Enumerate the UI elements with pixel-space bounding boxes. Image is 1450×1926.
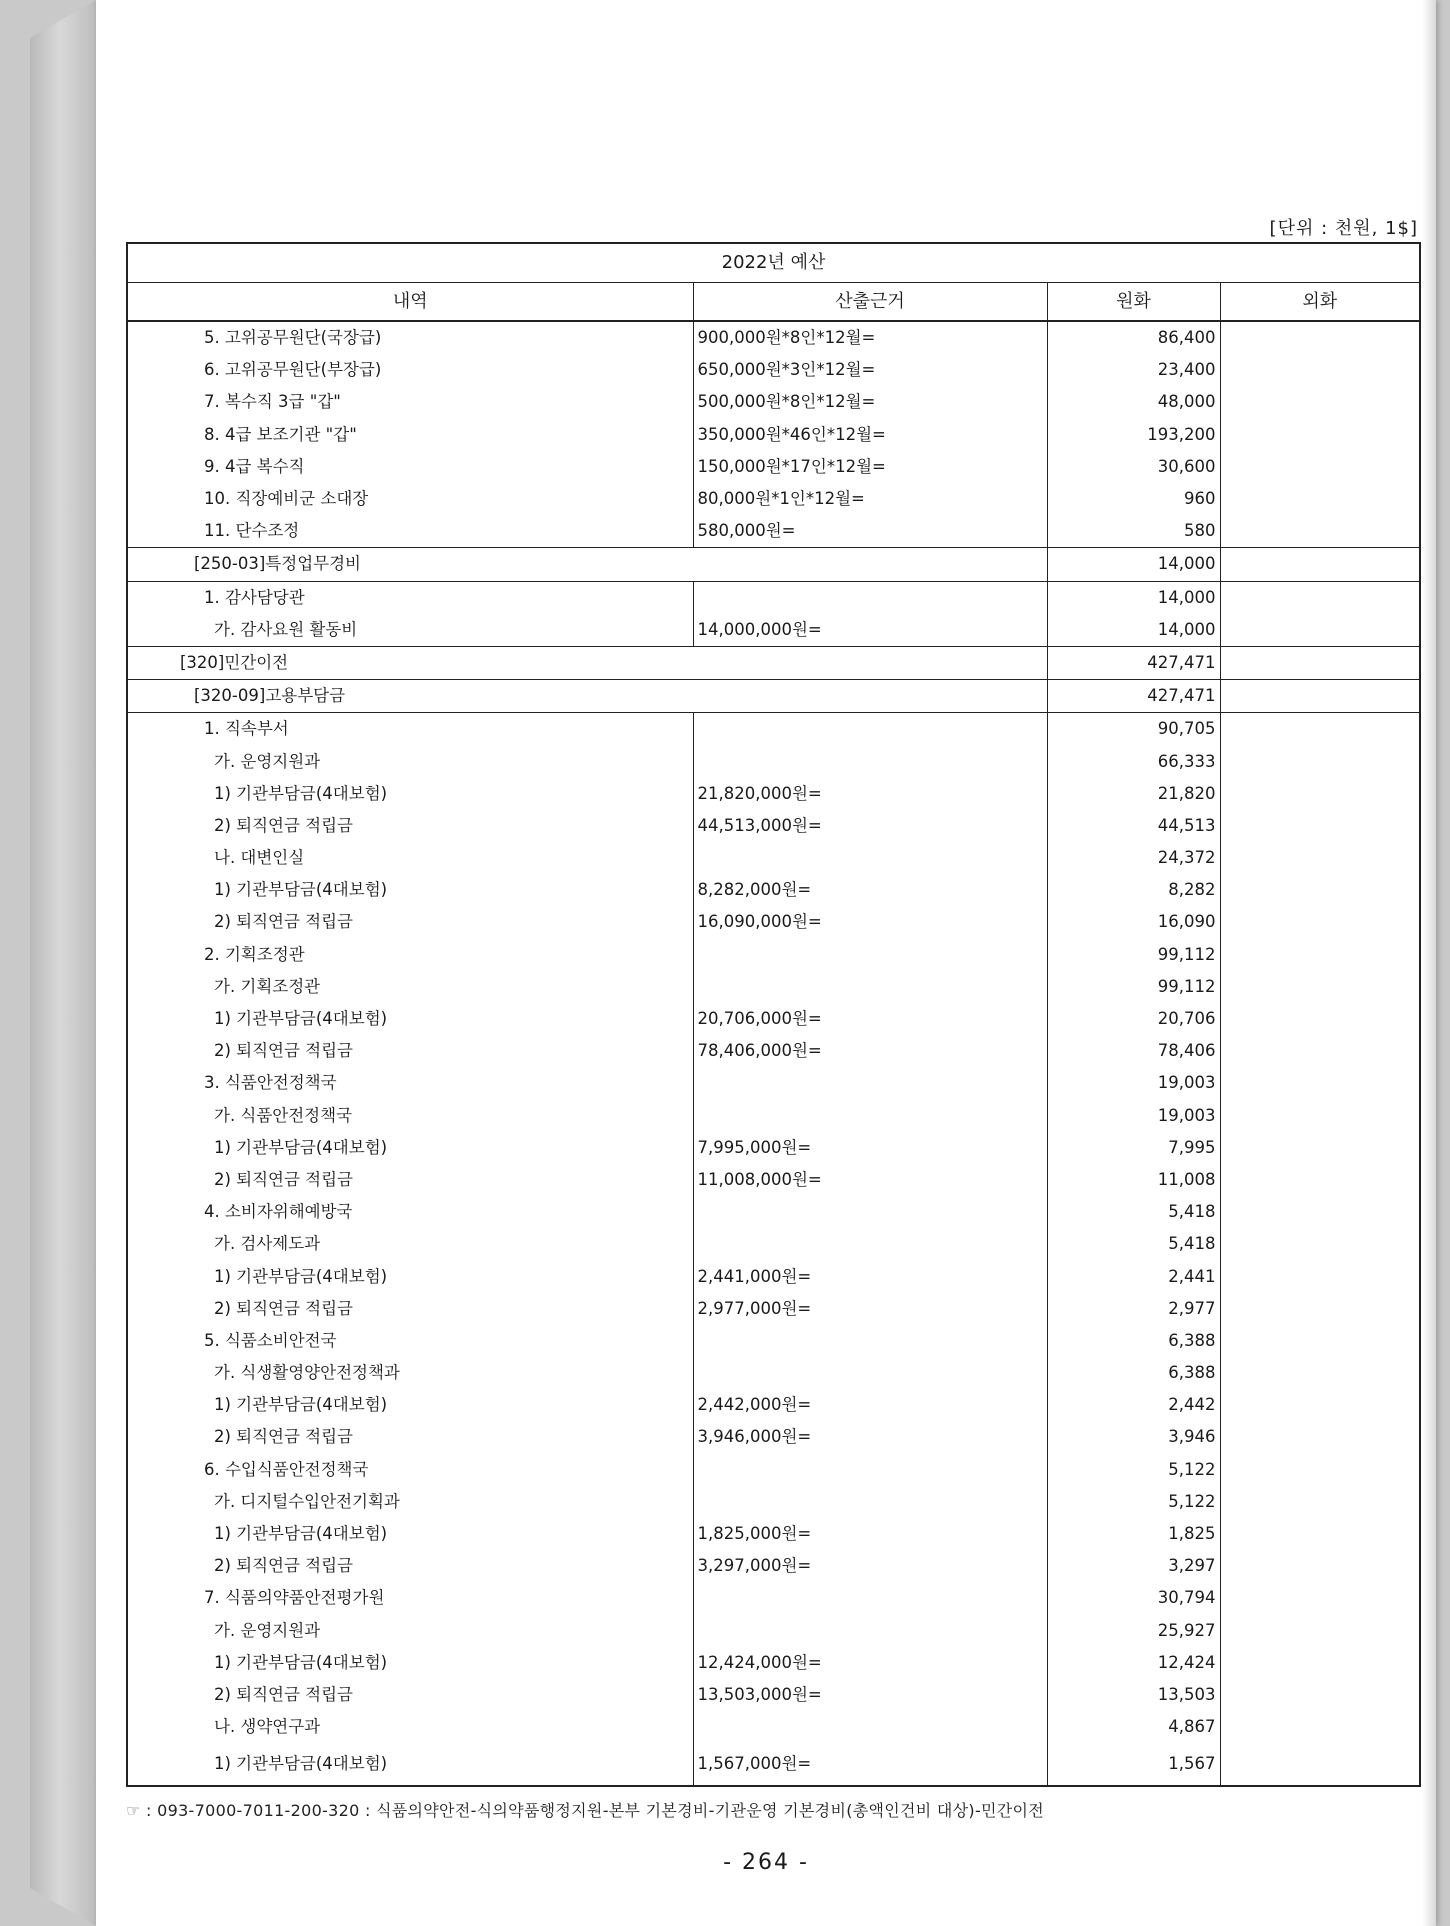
cell-basis: 44,513,000원= xyxy=(693,810,1047,842)
cell-item: 1) 기관부담금(4대보험) xyxy=(127,1743,693,1786)
cell-item: 가. 검사제도과 xyxy=(127,1228,693,1260)
cell-basis xyxy=(693,971,1047,1003)
cell-fx xyxy=(1220,1486,1420,1518)
cell-krw: 2,441 xyxy=(1047,1260,1220,1292)
table-row xyxy=(127,1164,1420,1196)
table-row xyxy=(127,1582,1420,1614)
table-row xyxy=(127,810,1420,842)
cell-fx xyxy=(1220,321,1420,354)
cell-krw: 2,442 xyxy=(1047,1389,1220,1421)
table-row xyxy=(127,419,1420,451)
cell-krw: 580 xyxy=(1047,515,1220,548)
cell-basis xyxy=(693,939,1047,971)
cell-basis: 2,442,000원= xyxy=(693,1389,1047,1421)
table-row xyxy=(127,646,1420,679)
cell-item: 가. 기획조정관 xyxy=(127,971,693,1003)
cell-fx xyxy=(1220,1711,1420,1743)
cell-fx xyxy=(1220,971,1420,1003)
table-row xyxy=(127,1421,1420,1453)
cell-fx xyxy=(1220,515,1420,548)
cell-krw: 78,406 xyxy=(1047,1035,1220,1067)
cell-fx xyxy=(1220,778,1420,810)
table-row xyxy=(127,939,1420,971)
cell-basis: 1,567,000원= xyxy=(693,1743,1047,1786)
cell-item: 5. 고위공무원단(국장급) xyxy=(127,321,693,354)
cell-krw: 3,946 xyxy=(1047,1421,1220,1453)
cell-fx xyxy=(1220,906,1420,938)
cell-basis xyxy=(693,1486,1047,1518)
cell-krw: 2,977 xyxy=(1047,1293,1220,1325)
cell-item: 3. 식품안전정책국 xyxy=(127,1067,693,1099)
cell-krw: 14,000 xyxy=(1047,581,1220,614)
table-row xyxy=(127,1389,1420,1421)
cell-fx xyxy=(1220,1293,1420,1325)
cell-fx xyxy=(1220,581,1420,614)
cell-krw: 1,567 xyxy=(1047,1743,1220,1786)
table-row xyxy=(127,1260,1420,1292)
table-row xyxy=(127,745,1420,777)
cell-fx xyxy=(1220,680,1420,713)
page-edge-shadow xyxy=(1422,0,1436,1926)
cell-item: 4. 소비자위해예방국 xyxy=(127,1196,693,1228)
budget-table xyxy=(126,242,1421,1787)
cell-item: 가. 감사요원 활동비 xyxy=(127,614,693,647)
cell-basis xyxy=(693,1357,1047,1389)
cell-item: 1. 직속부서 xyxy=(127,713,693,746)
footnote xyxy=(126,1798,1044,1821)
cell-fx xyxy=(1220,1228,1420,1260)
cell-basis: 78,406,000원= xyxy=(693,1035,1047,1067)
cell-krw: 427,471 xyxy=(1047,680,1220,713)
cell-krw: 14,000 xyxy=(1047,614,1220,647)
table-row xyxy=(127,1743,1420,1786)
cell-krw: 23,400 xyxy=(1047,354,1220,386)
table-row xyxy=(127,1550,1420,1582)
cell-basis: 11,008,000원= xyxy=(693,1164,1047,1196)
cell-krw: 14,000 xyxy=(1047,548,1220,581)
cell-krw: 5,122 xyxy=(1047,1486,1220,1518)
table-row xyxy=(127,680,1420,713)
cell-fx xyxy=(1220,939,1420,971)
cell-fx xyxy=(1220,1421,1420,1453)
cell-fx xyxy=(1220,842,1420,874)
cell-item: [320-09]고용부담금 xyxy=(127,680,1047,713)
cell-fx xyxy=(1220,646,1420,679)
cell-krw: 99,112 xyxy=(1047,971,1220,1003)
header-basis: 산출근거 xyxy=(693,283,1047,322)
pointing-hand-icon: ☞ xyxy=(126,1801,141,1820)
cell-basis: 16,090,000원= xyxy=(693,906,1047,938)
table-row xyxy=(127,1647,1420,1679)
cell-krw: 5,418 xyxy=(1047,1196,1220,1228)
cell-item: 2) 퇴직연금 적립금 xyxy=(127,1164,693,1196)
table-row xyxy=(127,354,1420,386)
table-row xyxy=(127,1228,1420,1260)
cell-fx xyxy=(1220,1550,1420,1582)
cell-item: 2) 퇴직연금 적립금 xyxy=(127,1679,693,1711)
unit-note: [단위 : 천원, 1$] xyxy=(1269,218,1418,239)
cell-krw: 7,995 xyxy=(1047,1132,1220,1164)
table-row xyxy=(127,483,1420,515)
table-row xyxy=(127,1100,1420,1132)
cell-basis xyxy=(693,1325,1047,1357)
cell-item: 7. 복수직 3급 "갑" xyxy=(127,386,693,418)
cell-fx xyxy=(1220,810,1420,842)
table-row xyxy=(127,778,1420,810)
table-title: 2022년 예산 xyxy=(127,243,1420,283)
cell-basis: 3,946,000원= xyxy=(693,1421,1047,1453)
cell-fx xyxy=(1220,1325,1420,1357)
cell-item: 6. 고위공무원단(부장급) xyxy=(127,354,693,386)
cell-item: [320]민간이전 xyxy=(127,646,1047,679)
table-row xyxy=(127,874,1420,906)
cell-krw: 19,003 xyxy=(1047,1067,1220,1099)
cell-basis xyxy=(693,1454,1047,1486)
cell-basis xyxy=(693,745,1047,777)
table-row xyxy=(127,1035,1420,1067)
cell-basis: 7,995,000원= xyxy=(693,1132,1047,1164)
table-body xyxy=(127,321,1420,1786)
footnote-text: : 093-7000-7011-200-320 : 식품의약안전-식의약품행정지원-본부 기본경비-기관운영 기본경비(총액인건비 대상)-민간이전 xyxy=(146,1801,1045,1820)
cell-item: 가. 운영지원과 xyxy=(127,1615,693,1647)
cell-item: 2) 퇴직연금 적립금 xyxy=(127,810,693,842)
cell-item: 나. 생약연구과 xyxy=(127,1711,693,1743)
cell-item: 가. 식생활영양안전정책과 xyxy=(127,1357,693,1389)
cell-basis: 13,503,000원= xyxy=(693,1679,1047,1711)
cell-basis: 580,000원= xyxy=(693,515,1047,548)
table-row xyxy=(127,321,1420,354)
cell-basis: 1,825,000원= xyxy=(693,1518,1047,1550)
cell-fx xyxy=(1220,1196,1420,1228)
cell-basis: 20,706,000원= xyxy=(693,1003,1047,1035)
cell-fx xyxy=(1220,614,1420,647)
cell-basis: 80,000원*1인*12월= xyxy=(693,483,1047,515)
cell-krw: 8,282 xyxy=(1047,874,1220,906)
cell-item: 10. 직장예비군 소대장 xyxy=(127,483,693,515)
cell-fx xyxy=(1220,386,1420,418)
table-row xyxy=(127,1486,1420,1518)
cell-basis: 21,820,000원= xyxy=(693,778,1047,810)
header-item: 내역 xyxy=(127,283,693,322)
cell-item: 2. 기획조정관 xyxy=(127,939,693,971)
cell-fx xyxy=(1220,1454,1420,1486)
cell-krw: 24,372 xyxy=(1047,842,1220,874)
cell-fx xyxy=(1220,1164,1420,1196)
cell-krw: 6,388 xyxy=(1047,1325,1220,1357)
cell-basis xyxy=(693,713,1047,746)
table-row xyxy=(127,1357,1420,1389)
cell-basis xyxy=(693,1615,1047,1647)
cell-item: 1) 기관부담금(4대보험) xyxy=(127,1518,693,1550)
cell-fx xyxy=(1220,354,1420,386)
cell-item: 1) 기관부담금(4대보험) xyxy=(127,874,693,906)
cell-fx xyxy=(1220,1035,1420,1067)
cell-item: 나. 대변인실 xyxy=(127,842,693,874)
table-row xyxy=(127,451,1420,483)
cell-basis xyxy=(693,1100,1047,1132)
cell-basis xyxy=(693,1196,1047,1228)
cell-item: 1) 기관부담금(4대보험) xyxy=(127,1260,693,1292)
table-row xyxy=(127,1615,1420,1647)
cell-fx xyxy=(1220,1582,1420,1614)
cell-basis xyxy=(693,1228,1047,1260)
cell-item: 8. 4급 보조기관 "갑" xyxy=(127,419,693,451)
cell-fx xyxy=(1220,1357,1420,1389)
cell-basis: 12,424,000원= xyxy=(693,1647,1047,1679)
table-row xyxy=(127,1325,1420,1357)
cell-basis xyxy=(693,842,1047,874)
cell-krw: 1,825 xyxy=(1047,1518,1220,1550)
cell-fx xyxy=(1220,1679,1420,1711)
document-page xyxy=(96,0,1436,1926)
table-row xyxy=(127,1067,1420,1099)
cell-krw: 90,705 xyxy=(1047,713,1220,746)
cell-krw: 193,200 xyxy=(1047,419,1220,451)
cell-basis xyxy=(693,581,1047,614)
table-row xyxy=(127,842,1420,874)
cell-item: 1. 감사담당관 xyxy=(127,581,693,614)
cell-item: 11. 단수조정 xyxy=(127,515,693,548)
header-fx: 외화 xyxy=(1220,283,1420,322)
cell-basis: 2,977,000원= xyxy=(693,1293,1047,1325)
cell-fx xyxy=(1220,548,1420,581)
cell-krw: 427,471 xyxy=(1047,646,1220,679)
cell-basis xyxy=(693,1711,1047,1743)
table-row xyxy=(127,1003,1420,1035)
cell-krw: 44,513 xyxy=(1047,810,1220,842)
cell-fx xyxy=(1220,483,1420,515)
cell-basis: 8,282,000원= xyxy=(693,874,1047,906)
table-row xyxy=(127,548,1420,581)
table-row xyxy=(127,713,1420,746)
cell-krw: 25,927 xyxy=(1047,1615,1220,1647)
table-row xyxy=(127,386,1420,418)
cell-krw: 11,008 xyxy=(1047,1164,1220,1196)
cell-item: 1) 기관부담금(4대보험) xyxy=(127,1647,693,1679)
cell-item: 5. 식품소비안전국 xyxy=(127,1325,693,1357)
table-row xyxy=(127,614,1420,647)
cell-krw: 12,424 xyxy=(1047,1647,1220,1679)
cell-item: 1) 기관부담금(4대보험) xyxy=(127,1389,693,1421)
table-row xyxy=(127,1518,1420,1550)
cell-fx xyxy=(1220,1067,1420,1099)
cell-krw: 48,000 xyxy=(1047,386,1220,418)
cell-item: 2) 퇴직연금 적립금 xyxy=(127,1550,693,1582)
cell-fx xyxy=(1220,745,1420,777)
cell-basis: 3,297,000원= xyxy=(693,1550,1047,1582)
cell-basis xyxy=(693,1067,1047,1099)
table-row xyxy=(127,971,1420,1003)
cell-basis: 2,441,000원= xyxy=(693,1260,1047,1292)
cell-basis xyxy=(693,1582,1047,1614)
cell-item: 9. 4급 복수직 xyxy=(127,451,693,483)
cell-basis: 350,000원*46인*12월= xyxy=(693,419,1047,451)
table-row xyxy=(127,515,1420,548)
cell-fx xyxy=(1220,1647,1420,1679)
book-spine xyxy=(30,0,96,1926)
cell-krw: 6,388 xyxy=(1047,1357,1220,1389)
cell-fx xyxy=(1220,1003,1420,1035)
cell-item: 1) 기관부담금(4대보험) xyxy=(127,1132,693,1164)
table-row xyxy=(127,581,1420,614)
cell-krw: 30,600 xyxy=(1047,451,1220,483)
cell-fx xyxy=(1220,1615,1420,1647)
cell-krw: 4,867 xyxy=(1047,1711,1220,1743)
cell-krw: 3,297 xyxy=(1047,1550,1220,1582)
table-row xyxy=(127,906,1420,938)
cell-basis: 150,000원*17인*12월= xyxy=(693,451,1047,483)
table-row xyxy=(127,1293,1420,1325)
cell-basis: 14,000,000원= xyxy=(693,614,1047,647)
cell-krw: 5,122 xyxy=(1047,1454,1220,1486)
cell-krw: 13,503 xyxy=(1047,1679,1220,1711)
header-krw: 원화 xyxy=(1047,283,1220,322)
cell-krw: 20,706 xyxy=(1047,1003,1220,1035)
cell-fx xyxy=(1220,1518,1420,1550)
table-row xyxy=(127,1454,1420,1486)
cell-item: 2) 퇴직연금 적립금 xyxy=(127,1035,693,1067)
cell-fx xyxy=(1220,874,1420,906)
table-row xyxy=(127,1711,1420,1743)
cell-krw: 30,794 xyxy=(1047,1582,1220,1614)
cell-fx xyxy=(1220,713,1420,746)
cell-fx xyxy=(1220,1260,1420,1292)
cell-fx xyxy=(1220,419,1420,451)
cell-item: 2) 퇴직연금 적립금 xyxy=(127,1421,693,1453)
cell-item: 2) 퇴직연금 적립금 xyxy=(127,906,693,938)
cell-krw: 960 xyxy=(1047,483,1220,515)
cell-fx xyxy=(1220,1132,1420,1164)
table-row xyxy=(127,1196,1420,1228)
cell-item: 2) 퇴직연금 적립금 xyxy=(127,1293,693,1325)
cell-item: 가. 디지털수입안전기획과 xyxy=(127,1486,693,1518)
cell-krw: 99,112 xyxy=(1047,939,1220,971)
cell-item: 7. 식품의약품안전평가원 xyxy=(127,1582,693,1614)
cell-fx xyxy=(1220,1389,1420,1421)
cell-krw: 21,820 xyxy=(1047,778,1220,810)
cell-item: 가. 식품안전정책국 xyxy=(127,1100,693,1132)
cell-basis: 500,000원*8인*12월= xyxy=(693,386,1047,418)
cell-fx xyxy=(1220,1743,1420,1786)
cell-krw: 86,400 xyxy=(1047,321,1220,354)
cell-basis: 650,000원*3인*12월= xyxy=(693,354,1047,386)
cell-krw: 19,003 xyxy=(1047,1100,1220,1132)
cell-item: 1) 기관부담금(4대보험) xyxy=(127,778,693,810)
table-row xyxy=(127,1679,1420,1711)
cell-basis: 900,000원*8인*12월= xyxy=(693,321,1047,354)
cell-item: 6. 수입식품안전정책국 xyxy=(127,1454,693,1486)
cell-item: 가. 운영지원과 xyxy=(127,745,693,777)
cell-krw: 5,418 xyxy=(1047,1228,1220,1260)
cell-item: 1) 기관부담금(4대보험) xyxy=(127,1003,693,1035)
page-number: - 264 - xyxy=(723,1850,809,1875)
cell-fx xyxy=(1220,1100,1420,1132)
cell-fx xyxy=(1220,451,1420,483)
cell-krw: 66,333 xyxy=(1047,745,1220,777)
table-row xyxy=(127,1132,1420,1164)
cell-krw: 16,090 xyxy=(1047,906,1220,938)
cell-item: [250-03]특정업무경비 xyxy=(127,548,1047,581)
